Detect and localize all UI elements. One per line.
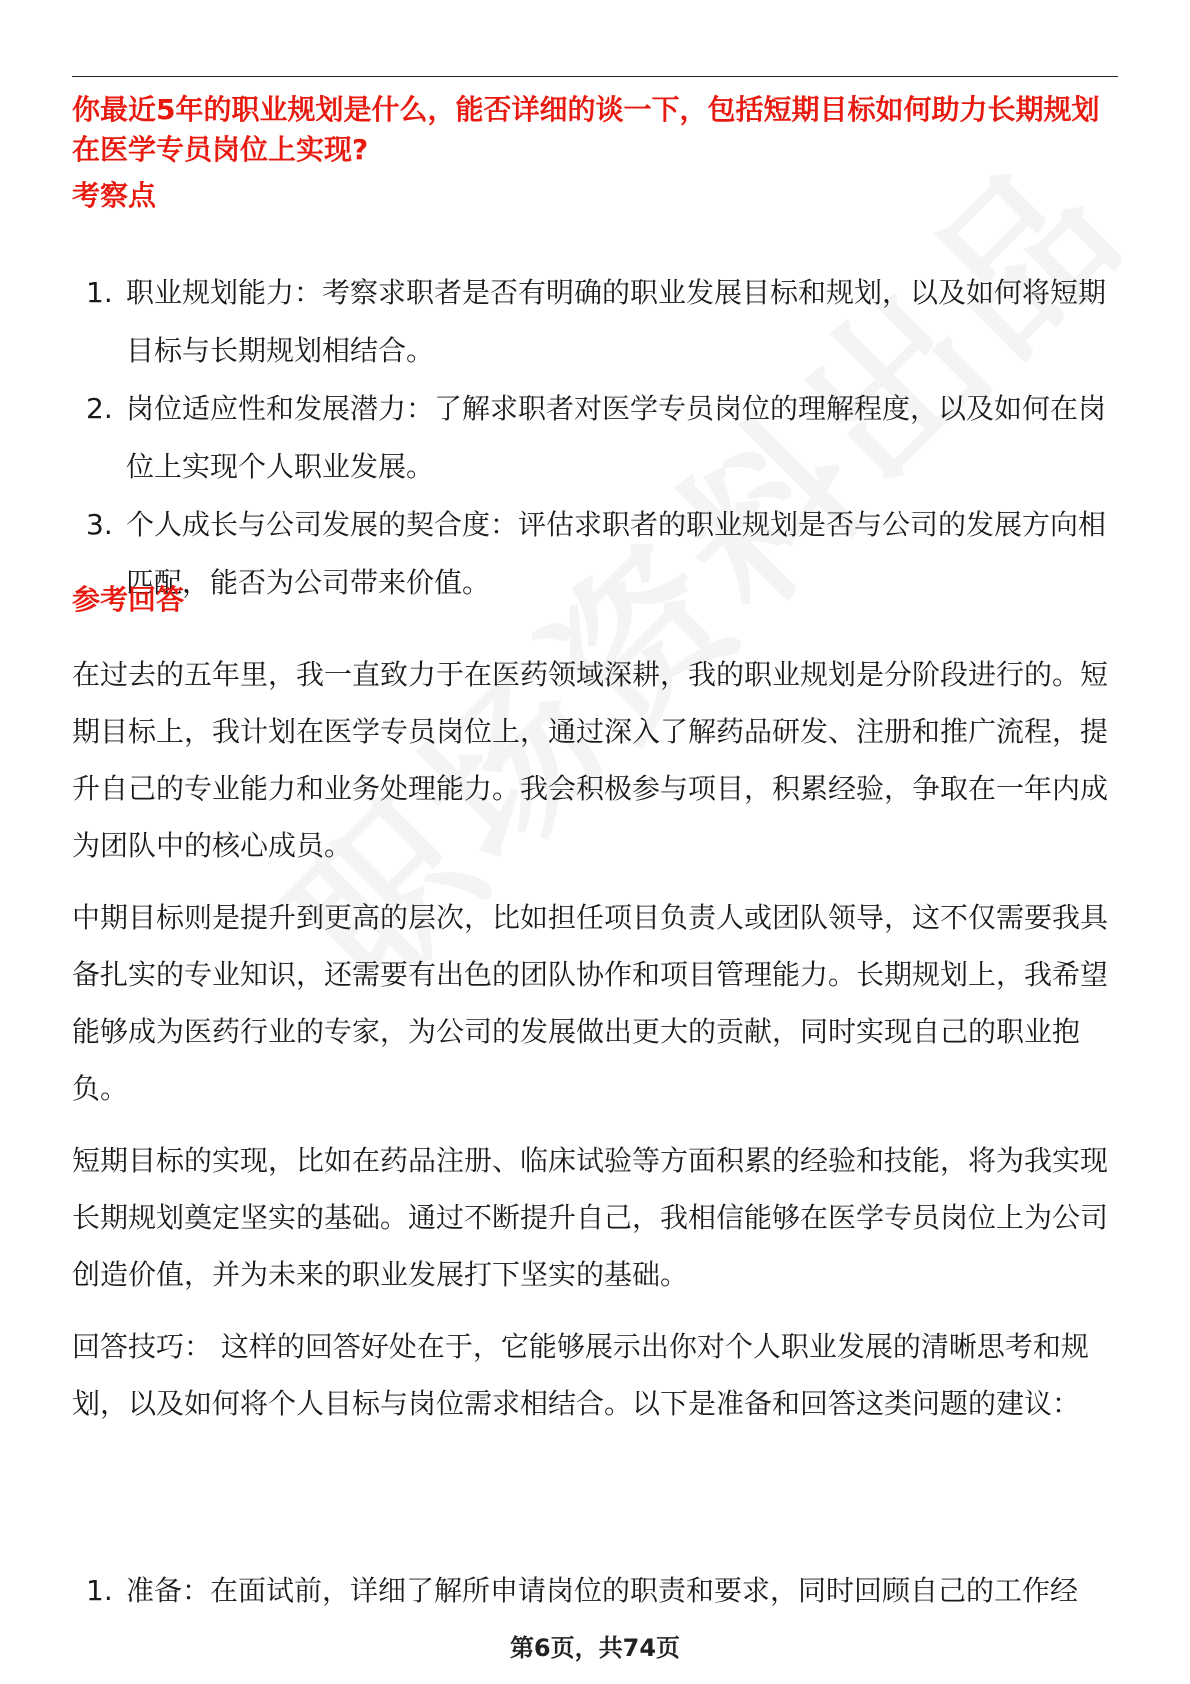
list-item	[72, 1562, 1122, 1620]
list-item-text: 岗位适应性和发展潜力：了解求职者对医学专员岗位的理解程度，以及如何在岗位上实现个人职业发展。	[126, 392, 1107, 483]
list-number: 2.	[86, 392, 113, 425]
tips-list	[72, 1562, 1122, 1620]
header-rule	[72, 76, 1118, 77]
page-number-footer: 第6页，共74页	[509, 1634, 681, 1662]
question-title: 你最近5年的职业规划是什么，能否详细的谈一下，包括短期目标如何助力长期规划在医学专员岗位上实现?	[72, 93, 1100, 166]
list-number: 1.	[86, 1574, 113, 1607]
list-item-text: 准备：在面试前，详细了解所申请岗位的职责和要求，同时回顾自己的工作经	[126, 1574, 1079, 1607]
answer-heading: 参考回答	[72, 583, 185, 616]
answer-paragraph: 短期目标的实现，比如在药品注册、临床试验等方面积累的经验和技能，将为我实现长期规划奠定坚实的基础。通过不断提升自己，我相信能够在医学专员岗位上为公司创造价值，并为未来的职业发展打下坚实的基础。	[72, 1144, 1109, 1291]
assessment-heading: 考察点	[72, 179, 157, 212]
assessment-list	[72, 264, 1122, 612]
answer-paragraph: 在过去的五年里，我一直致力于在医药领域深耕，我的职业规划是分阶段进行的。短期目标上，我计划在医学专员岗位上，通过深入了解药品研发、注册和推广流程，提升自己的专业能力和业务处理能力。我会积极参与项目，积累经验，争取在一年内成为团队中的核心成员。	[72, 658, 1109, 862]
list-number: 1.	[86, 276, 113, 309]
list-item	[72, 264, 1122, 380]
list-item	[72, 496, 1122, 612]
list-item-text: 职业规划能力：考察求职者是否有明确的职业发展目标和规划，以及如何将短期目标与长期规划相结合。	[126, 276, 1107, 367]
list-number: 3.	[86, 508, 113, 541]
answer-paragraph: 中期目标则是提升到更高的层次，比如担任项目负责人或团队领导，这不仅需要我具备扎实的专业知识，还需要有出色的团队协作和项目管理能力。长期规划上，我希望能够成为医药行业的专家，为公司的发展做出更大的贡献，同时实现自己的职业抱负。	[72, 901, 1109, 1105]
list-item-text: 个人成长与公司发展的契合度：评估求职者的职业规划是否与公司的发展方向相匹配，能否为公司带来价值。	[126, 508, 1107, 599]
list-item	[72, 380, 1122, 496]
answer-tips-paragraph: 回答技巧： 这样的回答好处在于，它能够展示出你对个人职业发展的清晰思考和规划，以及如何将个人目标与岗位需求相结合。以下是准备和回答这类问题的建议：	[72, 1330, 1089, 1420]
